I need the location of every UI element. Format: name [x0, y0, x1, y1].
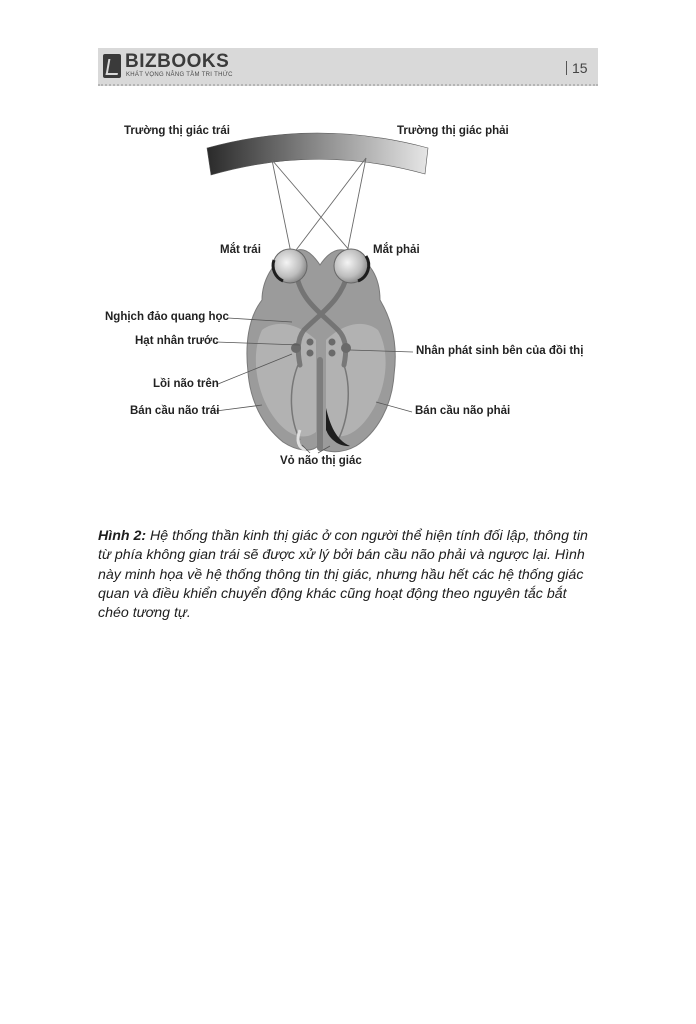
label-visual-cortex: Vỏ não thị giác [280, 455, 362, 467]
label-superior-colliculus: Lồi não trên [153, 378, 219, 390]
caption-lead: Hình 2: [98, 528, 147, 544]
caption-text: Hệ thống thần kinh thị giác ở con người thể hiện tính đối lập, thông tin từ phía không gian trái sẽ được xử lý bởi bán cầu não phải và ngược lại. Hình này minh họa về hệ thống thông tin thị giác, nhưng hầu hết các hệ thống giác quan và điều khiển chuyển động khác cũng hoạt động theo nguyên tắc bắt chéo tương tự. [98, 528, 588, 622]
label-pretectal-nucleus: Hạt nhân trước [135, 335, 219, 347]
brain-diagram [0, 0, 696, 500]
page-number: 15 [572, 60, 588, 76]
label-right-eye: Mắt phải [373, 244, 420, 256]
brand-name: BIZBOOKS [125, 51, 230, 72]
label-right-hemisphere: Bán cầu não phải [415, 405, 511, 417]
label-left-hemisphere: Bán cầu não trái [130, 405, 220, 417]
label-left-visual-field: Trường thị giác trái [124, 125, 230, 137]
label-lateral-geniculate: Nhân phát sinh bên của đồi thị [416, 345, 584, 357]
label-optic-chiasm: Nghịch đảo quang học [105, 311, 229, 323]
light-rays [272, 158, 366, 258]
label-right-visual-field: Trường thị giác phải [397, 125, 509, 137]
figure-caption [98, 527, 600, 623]
label-left-eye: Mắt trái [220, 244, 261, 256]
brand-tagline: KHÁT VỌNG NÂNG TẦM TRI THỨC [126, 72, 233, 78]
visual-pathway-figure [0, 0, 696, 500]
visual-field-arc [207, 133, 428, 175]
